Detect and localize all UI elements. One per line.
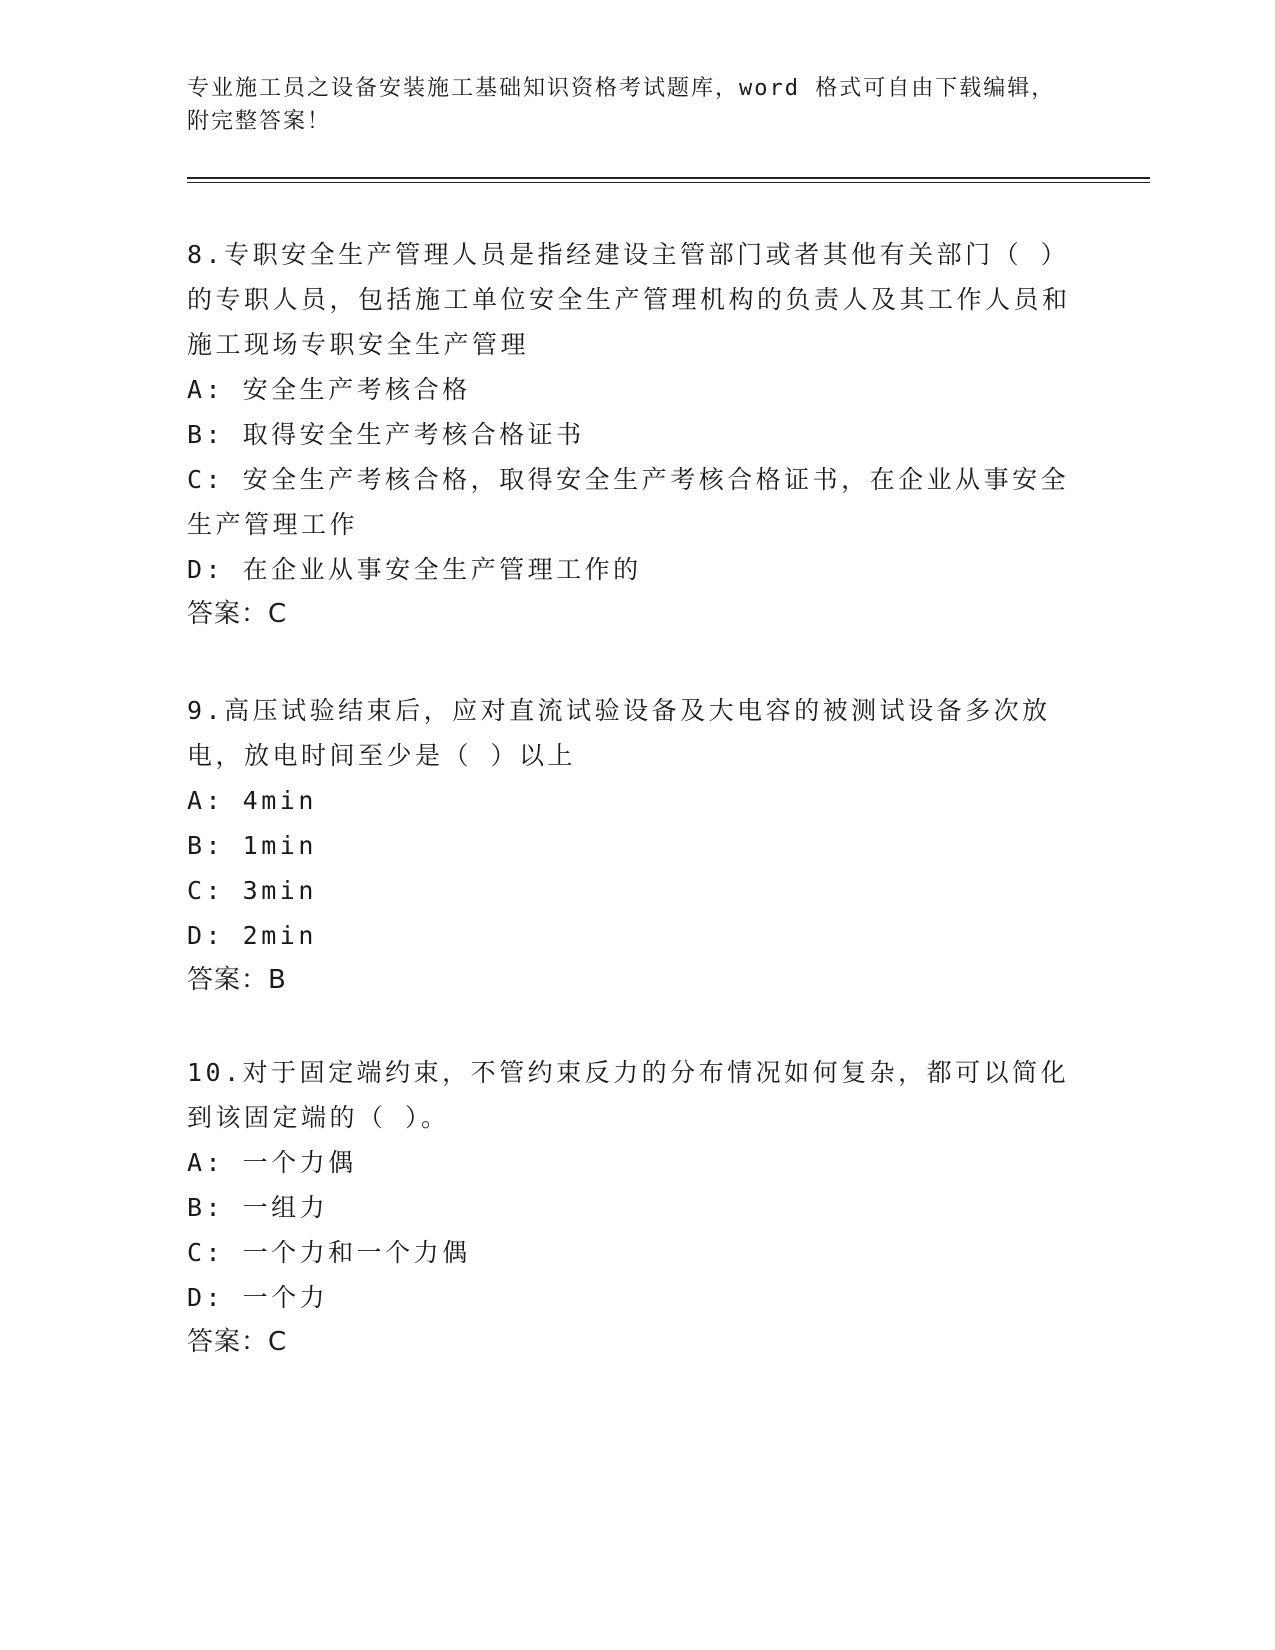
question-stem: 10.对于固定端约束，不管约束反力的分布情况如何复杂，都可以简化到该固定端的（ ）。 (187, 1058, 1070, 1132)
option-a (187, 367, 1087, 412)
option-b (187, 412, 1087, 457)
question-stem: 9.高压试验结束后，应对直流试验设备及大电容的被测试设备多次放电，放电时间至少是（ ）以上 (187, 696, 1051, 770)
option-key: D: (187, 555, 225, 584)
option-key: C: (187, 1238, 225, 1267)
question-10 (187, 1050, 1087, 1365)
document-header (187, 72, 1067, 138)
option-c (187, 457, 1087, 547)
option-d (187, 547, 1087, 592)
option-key: B: (187, 831, 225, 860)
answer: 答案：C (187, 1327, 288, 1357)
option-b (187, 823, 1087, 868)
option-key: A: (187, 786, 225, 815)
answer: 答案：B (187, 965, 287, 995)
option-text: 2min (242, 921, 317, 950)
option-b (187, 1185, 1087, 1230)
option-c (187, 868, 1087, 913)
option-text: 取得安全生产考核合格证书 (242, 420, 585, 449)
option-a (187, 1140, 1087, 1185)
option-c (187, 1230, 1087, 1275)
option-text: 一个力 (242, 1283, 329, 1312)
question-9 (187, 688, 1087, 1003)
option-key: C: (187, 465, 225, 494)
question-8 (187, 232, 1087, 637)
question-stem: 8.专职安全生产管理人员是指经建设主管部门或者其他有关部门（ ）的专职人员，包括施工单位安全生产管理机构的负责人及其工作人员和施工现场专职安全生产管理 (187, 240, 1071, 359)
option-d (187, 1275, 1087, 1320)
option-text: 一个力和一个力偶 (242, 1238, 471, 1267)
option-text: 1min (242, 831, 317, 860)
option-text: 安全生产考核合格，取得安全生产考核合格证书，在企业从事安全生产管理工作 (187, 465, 1070, 539)
option-text: 在企业从事安全生产管理工作的 (242, 555, 642, 584)
option-text: 安全生产考核合格 (242, 375, 471, 404)
option-text: 4min (242, 786, 317, 815)
header-line-2: 附完整答案！ (187, 109, 332, 134)
option-a (187, 778, 1087, 823)
option-key: D: (187, 1283, 225, 1312)
option-key: B: (187, 420, 225, 449)
option-key: A: (187, 1148, 225, 1177)
header-line-1: 专业施工员之设备安装施工基础知识资格考试题库，word 格式可自由下载编辑， (187, 76, 1056, 101)
option-key: D: (187, 921, 225, 950)
option-d (187, 913, 1087, 958)
option-key: A: (187, 375, 225, 404)
header-divider-top (187, 177, 1150, 179)
header-divider-bottom (187, 182, 1150, 183)
option-key: C: (187, 876, 225, 905)
option-key: B: (187, 1193, 225, 1222)
option-text: 一个力偶 (242, 1148, 357, 1177)
option-text: 一组力 (242, 1193, 329, 1222)
option-text: 3min (242, 876, 317, 905)
answer: 答案：C (187, 599, 288, 629)
